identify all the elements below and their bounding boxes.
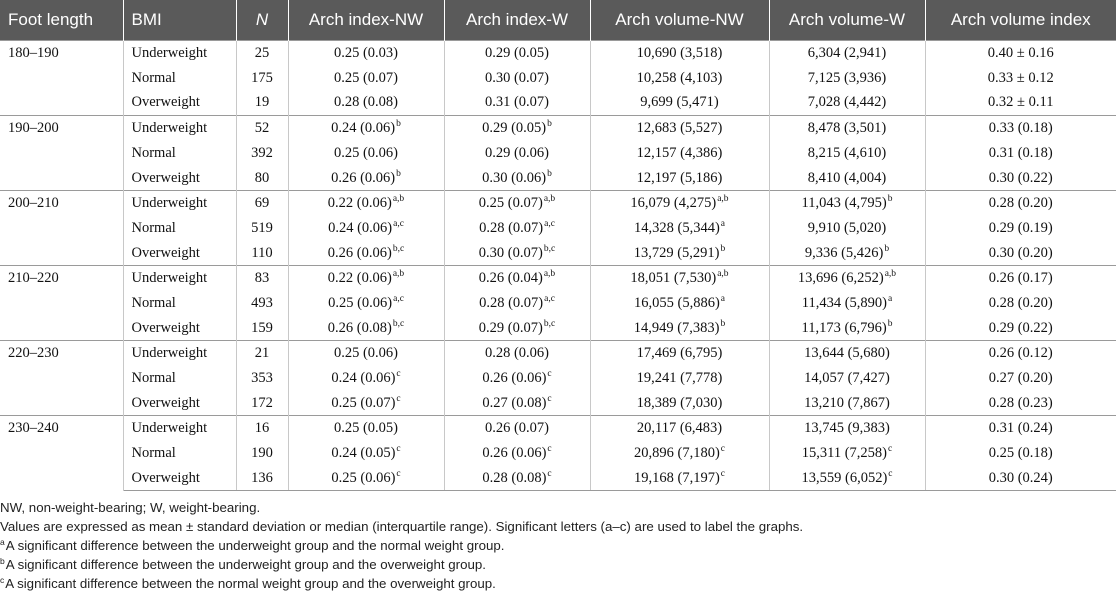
table-row xyxy=(0,341,1116,366)
arch-volume-w-cell xyxy=(769,66,925,91)
arch-volume-nw-cell xyxy=(590,116,769,141)
arch-index-w-cell xyxy=(444,466,590,491)
significance-marker: b,c xyxy=(543,318,556,329)
cell-value: 9,699 (5,471) xyxy=(640,94,719,111)
cell-value: 14,057 (7,427) xyxy=(804,370,890,387)
n-cell: 392 xyxy=(236,141,288,166)
bmi-cell: Normal xyxy=(123,366,236,391)
n-cell: 353 xyxy=(236,366,288,391)
cell-value: 0.29 (0.06) xyxy=(484,144,550,161)
significance-marker: b xyxy=(887,194,893,205)
cell-value: 0.26 (0.04) xyxy=(478,270,543,287)
cell-value: 0.28 (0.08) xyxy=(333,94,399,111)
header-label: N xyxy=(255,10,269,29)
header-label: Arch index-W xyxy=(465,10,569,29)
cell-value: 13,696 (6,252) xyxy=(797,270,884,287)
cell-value: 13,745 (9,383) xyxy=(804,420,890,437)
bmi-cell: Normal xyxy=(123,141,236,166)
cell-value: 0.24 (0.06) xyxy=(331,120,396,137)
cell-value: 6,304 (2,941) xyxy=(807,45,887,62)
header-arch-volume-nw xyxy=(590,0,769,41)
arch-volume-index-cell: 0.25 (0.18) xyxy=(988,445,1053,462)
arch-volume-nw-cell xyxy=(590,141,769,166)
table-row xyxy=(0,441,1116,466)
foot-length-cell: 180–190 xyxy=(0,41,123,116)
cell-value: 12,157 (4,386) xyxy=(636,144,723,161)
cell-value: 18,051 (7,530) xyxy=(630,270,717,287)
significance-marker: c xyxy=(547,444,552,455)
n-cell: 52 xyxy=(236,116,288,141)
footnote-text: A significant difference between the normal weight group and the overweight group. xyxy=(5,576,496,591)
significance-marker: a xyxy=(720,294,725,305)
table-row xyxy=(0,116,1116,141)
table-row xyxy=(0,291,1116,316)
cell-value: 0.29 (0.07) xyxy=(478,319,543,336)
significance-marker: b,c xyxy=(543,243,556,254)
significance-marker: b xyxy=(720,318,726,329)
table-row xyxy=(0,216,1116,241)
bmi-cell: Overweight xyxy=(123,391,236,416)
bmi-cell: Underweight xyxy=(123,191,236,216)
footnote-text: NW, non-weight-bearing; W, weight-bearing. xyxy=(0,500,261,515)
cell-value: 9,336 (5,426) xyxy=(804,244,884,261)
cell-value: 0.31 (0.07) xyxy=(484,94,550,111)
significance-marker: a,b xyxy=(392,194,405,205)
significance-marker: b xyxy=(887,318,893,329)
cell-value: 20,117 (6,483) xyxy=(636,420,723,437)
bmi-cell: Underweight xyxy=(123,41,236,66)
cell-value: 0.26 (0.06) xyxy=(482,370,547,387)
arch-index-w-cell xyxy=(444,141,590,166)
arch-volume-nw-cell xyxy=(590,41,769,66)
cell-value: 0.30 (0.07) xyxy=(478,244,543,261)
cell-value: 0.25 (0.07) xyxy=(331,394,396,411)
header-foot-length xyxy=(0,0,123,41)
arch-volume-w-cell xyxy=(769,116,925,141)
cell-value: 0.25 (0.05) xyxy=(333,420,399,437)
arch-index-nw-cell xyxy=(288,41,444,66)
arch-volume-w-cell xyxy=(769,291,925,316)
bmi-cell: Overweight xyxy=(123,165,236,190)
arch-volume-nw-cell xyxy=(590,316,769,341)
arch-volume-w-cell xyxy=(769,191,925,216)
significance-marker: c xyxy=(396,444,401,455)
arch-index-w-cell xyxy=(444,41,590,66)
arch-volume-index-cell: 0.26 (0.12) xyxy=(925,341,1116,366)
footnote-text: A significant difference between the underweight group and the overweight group. xyxy=(5,557,486,572)
bmi-cell: Overweight xyxy=(123,241,236,266)
header-label: Arch volume-NW xyxy=(615,10,744,29)
cell-value: 0.27 (0.08) xyxy=(482,394,547,411)
arch-index-w-cell xyxy=(444,241,590,266)
table-row xyxy=(0,416,1116,441)
arch-volume-index-cell: 0.30 (0.22) xyxy=(988,169,1053,186)
arch-volume-index-cell: 0.30 (0.24) xyxy=(925,466,1116,491)
arch-index-nw-cell xyxy=(288,241,444,266)
significance-marker: c xyxy=(720,444,725,455)
table-header xyxy=(0,0,1116,41)
significance-marker: a,c xyxy=(544,219,555,230)
significance-marker: a,b xyxy=(717,194,729,205)
cell-value: 0.26 (0.06) xyxy=(327,244,392,261)
n-cell: 25 xyxy=(236,41,288,66)
cell-value: 13,559 (6,052) xyxy=(801,469,888,486)
header-arch-volume-w xyxy=(769,0,925,41)
footnote xyxy=(0,517,803,536)
arch-index-nw-cell xyxy=(288,291,444,316)
n-cell: 110 xyxy=(236,241,288,266)
significance-marker: c xyxy=(547,393,552,404)
table-row xyxy=(0,366,1116,391)
n-cell: 172 xyxy=(236,391,288,416)
cell-value: 0.24 (0.06) xyxy=(331,370,396,387)
significance-marker: b xyxy=(547,168,552,179)
cell-value: 7,125 (3,936) xyxy=(807,69,887,86)
cell-value: 0.28 (0.07) xyxy=(479,294,544,311)
arch-volume-w-cell xyxy=(769,241,925,266)
cell-value: 0.28 (0.07) xyxy=(479,219,544,236)
arch-volume-nw-cell xyxy=(590,341,769,366)
cell-value: 8,410 (4,004) xyxy=(807,169,887,186)
cell-value: 12,197 (5,186) xyxy=(636,169,723,186)
n-cell: 16 xyxy=(236,416,288,441)
header-bmi xyxy=(123,0,236,41)
table-row xyxy=(0,41,1116,66)
n-cell: 190 xyxy=(236,441,288,466)
arch-volume-w-cell xyxy=(769,266,925,291)
arch-index-w-cell xyxy=(444,191,590,216)
n-cell: 83 xyxy=(236,266,288,291)
cell-value: 14,949 (7,383) xyxy=(633,319,720,336)
arch-volume-w-cell xyxy=(769,165,925,190)
arch-volume-nw-cell xyxy=(590,216,769,241)
arch-volume-index-cell: 0.29 (0.22) xyxy=(988,319,1053,336)
n-cell: 493 xyxy=(236,291,288,316)
bmi-cell: Underweight xyxy=(123,416,236,441)
cell-value: 11,043 (4,795) xyxy=(801,195,887,212)
cell-value: 0.26 (0.06) xyxy=(482,445,547,462)
cell-value: 0.29 (0.05) xyxy=(484,45,550,62)
arch-index-nw-cell xyxy=(288,141,444,166)
foot-length-cell: 200–210 xyxy=(0,191,123,266)
arch-volume-w-cell xyxy=(769,41,925,66)
arch-volume-w-cell xyxy=(769,216,925,241)
arch-volume-w-cell xyxy=(769,341,925,366)
footnote-marker: a xyxy=(0,536,5,547)
cell-value: 0.29 (0.05) xyxy=(482,120,547,137)
cell-value: 19,168 (7,197) xyxy=(633,469,720,486)
arch-volume-w-cell xyxy=(769,316,925,341)
arch-volume-index-cell: 0.28 (0.20) xyxy=(988,294,1053,311)
bmi-cell: Overweight xyxy=(123,316,236,341)
arch-volume-nw-cell xyxy=(590,241,769,266)
significance-marker: a,b xyxy=(392,269,405,280)
cell-value: 12,683 (5,527) xyxy=(636,120,723,137)
footnote-marker: b xyxy=(0,555,5,566)
footnote-text: Values are expressed as mean ± standard deviation or median (interquartile range). Significant letters (a–c) are used to label the graphs. xyxy=(0,519,804,534)
arch-volume-nw-cell xyxy=(590,266,769,291)
bmi-cell: Overweight xyxy=(123,90,236,115)
cell-value: 0.30 (0.06) xyxy=(482,169,547,186)
arch-volume-index-cell: 0.33 (0.18) xyxy=(925,116,1116,141)
arch-index-nw-cell xyxy=(288,116,444,141)
cell-value: 0.25 (0.06) xyxy=(328,294,393,311)
significance-marker: c xyxy=(396,369,401,380)
significance-marker: a,c xyxy=(393,294,404,305)
cell-value: 10,258 (4,103) xyxy=(636,69,723,86)
arch-index-nw-cell xyxy=(288,66,444,91)
cell-value: 13,644 (5,680) xyxy=(804,345,890,362)
cell-value: 13,729 (5,291) xyxy=(633,244,720,261)
cell-value: 11,434 (5,890) xyxy=(801,294,888,311)
cell-value: 0.30 (0.07) xyxy=(484,69,550,86)
header-arch-volume-index xyxy=(925,0,1116,41)
significance-marker: b xyxy=(547,119,552,130)
cell-value: 15,311 (7,258) xyxy=(801,445,888,462)
arch-volume-index-cell: 0.31 (0.18) xyxy=(988,144,1053,161)
bmi-cell: Underweight xyxy=(123,341,236,366)
cell-value: 0.25 (0.03) xyxy=(333,45,399,62)
significance-marker: b xyxy=(396,119,401,130)
arch-index-nw-cell xyxy=(288,191,444,216)
significance-marker: a,c xyxy=(393,219,404,230)
footnote xyxy=(0,555,803,574)
arch-volume-nw-cell xyxy=(590,391,769,416)
n-cell: 80 xyxy=(236,165,288,190)
arch-index-nw-cell xyxy=(288,216,444,241)
cell-value: 14,328 (5,344) xyxy=(633,219,720,236)
arch-volume-index-cell: 0.29 (0.19) xyxy=(988,219,1053,236)
arch-volume-index-cell: 0.32 ± 0.11 xyxy=(988,94,1054,111)
cell-value: 0.25 (0.07) xyxy=(478,195,543,212)
significance-marker: c xyxy=(547,468,552,479)
cell-value: 0.22 (0.06) xyxy=(327,195,392,212)
arch-volume-index-cell: 0.40 ± 0.16 xyxy=(925,41,1116,66)
arch-volume-w-cell xyxy=(769,416,925,441)
header-arch-index-nw xyxy=(288,0,444,41)
foot-length-cell: 230–240 xyxy=(0,416,123,491)
bmi-cell: Underweight xyxy=(123,266,236,291)
table-row xyxy=(0,391,1116,416)
bmi-cell: Underweight xyxy=(123,116,236,141)
arch-volume-nw-cell xyxy=(590,416,769,441)
cell-value: 0.28 (0.06) xyxy=(484,345,550,362)
arch-index-w-cell xyxy=(444,90,590,115)
significance-marker: c xyxy=(888,444,893,455)
cell-value: 13,210 (7,867) xyxy=(804,394,890,411)
cell-value: 0.25 (0.06) xyxy=(331,469,396,486)
significance-marker: a,b xyxy=(884,269,897,280)
arch-volume-w-cell xyxy=(769,141,925,166)
arch-index-nw-cell xyxy=(288,441,444,466)
significance-marker: b xyxy=(884,243,890,254)
footnote xyxy=(0,498,803,517)
arch-index-w-cell xyxy=(444,416,590,441)
significance-marker: b,c xyxy=(392,243,405,254)
arch-index-nw-cell xyxy=(288,316,444,341)
arch-volume-index-cell: 0.33 ± 0.12 xyxy=(987,69,1054,86)
arch-volume-index-cell: 0.28 (0.20) xyxy=(925,191,1116,216)
header-label: Foot length xyxy=(8,10,94,29)
arch-volume-index-cell: 0.30 (0.20) xyxy=(988,244,1053,261)
arch-volume-nw-cell xyxy=(590,191,769,216)
arch-volume-index-cell: 0.28 (0.23) xyxy=(988,394,1053,411)
arch-volume-w-cell xyxy=(769,366,925,391)
cell-value: 9,910 (5,020) xyxy=(807,219,887,236)
arch-index-nw-cell xyxy=(288,341,444,366)
cell-value: 0.24 (0.05) xyxy=(331,445,396,462)
foot-length-cell: 190–200 xyxy=(0,116,123,191)
table-row xyxy=(0,466,1116,491)
n-cell: 19 xyxy=(236,90,288,115)
cell-value: 0.24 (0.06) xyxy=(328,219,393,236)
table-row xyxy=(0,90,1116,115)
arch-index-w-cell xyxy=(444,441,590,466)
cell-value: 0.25 (0.06) xyxy=(333,345,399,362)
arch-volume-index-cell: 0.27 (0.20) xyxy=(988,370,1053,387)
arch-index-nw-cell xyxy=(288,165,444,190)
n-cell: 159 xyxy=(236,316,288,341)
significance-marker: c xyxy=(720,468,725,479)
significance-marker: a,c xyxy=(544,294,555,305)
foot-length-cell: 220–230 xyxy=(0,341,123,416)
arch-index-nw-cell xyxy=(288,266,444,291)
cell-value: 8,215 (4,610) xyxy=(807,144,887,161)
arch-volume-w-cell xyxy=(769,466,925,491)
n-cell: 519 xyxy=(236,216,288,241)
n-cell: 21 xyxy=(236,341,288,366)
arch-index-w-cell xyxy=(444,116,590,141)
cell-value: 11,173 (6,796) xyxy=(801,319,887,336)
arch-volume-w-cell xyxy=(769,441,925,466)
bmi-cell: Normal xyxy=(123,216,236,241)
cell-value: 0.25 (0.06) xyxy=(333,144,399,161)
cell-value: 0.22 (0.06) xyxy=(327,270,392,287)
cell-value: 0.26 (0.06) xyxy=(331,169,396,186)
table-row xyxy=(0,165,1116,190)
cell-value: 16,055 (5,886) xyxy=(633,294,720,311)
cell-value: 19,241 (7,778) xyxy=(636,370,723,387)
arch-index-nw-cell xyxy=(288,90,444,115)
significance-marker: a,b xyxy=(717,269,729,280)
arch-volume-nw-cell xyxy=(590,66,769,91)
table-row xyxy=(0,66,1116,91)
arch-index-nw-cell xyxy=(288,366,444,391)
arch-volume-nw-cell xyxy=(590,291,769,316)
significance-marker: b xyxy=(396,168,401,179)
arch-volume-nw-cell xyxy=(590,441,769,466)
cell-value: 7,028 (4,442) xyxy=(807,94,887,111)
header-label: Arch volume-W xyxy=(788,10,906,29)
arch-volume-nw-cell xyxy=(590,366,769,391)
header-label: BMI xyxy=(131,10,162,29)
cell-value: 0.25 (0.07) xyxy=(333,69,399,86)
significance-marker: c xyxy=(396,468,401,479)
footnote xyxy=(0,574,803,593)
header-arch-index-w xyxy=(444,0,590,41)
table-footnotes xyxy=(0,498,803,593)
n-cell: 175 xyxy=(236,66,288,91)
arch-index-nw-cell xyxy=(288,391,444,416)
arch-volume-w-cell xyxy=(769,90,925,115)
bmi-cell: Normal xyxy=(123,66,236,91)
significance-marker: c xyxy=(547,369,552,380)
arch-index-w-cell xyxy=(444,216,590,241)
table-row xyxy=(0,191,1116,216)
header-row xyxy=(0,0,1116,41)
significance-marker: a,b xyxy=(543,194,556,205)
footnote-text: A significant difference between the underweight group and the normal weight group. xyxy=(5,538,505,553)
bmi-cell: Normal xyxy=(123,291,236,316)
significance-marker: a xyxy=(888,294,893,305)
arch-volume-index-cell: 0.26 (0.17) xyxy=(925,266,1116,291)
header-label: Arch volume index xyxy=(950,10,1091,29)
arch-index-w-cell xyxy=(444,341,590,366)
cell-value: 0.28 (0.08) xyxy=(482,469,547,486)
arch-index-w-cell xyxy=(444,316,590,341)
table-row xyxy=(0,316,1116,341)
significance-marker: a xyxy=(720,219,725,230)
header-n xyxy=(236,0,288,41)
n-cell: 69 xyxy=(236,191,288,216)
footnote xyxy=(0,536,803,555)
cell-value: 10,690 (3,518) xyxy=(636,45,723,62)
arch-volume-nw-cell xyxy=(590,466,769,491)
header-label: Arch index-NW xyxy=(308,10,424,29)
cell-value: 8,478 (3,501) xyxy=(807,120,887,137)
arch-index-nw-cell xyxy=(288,416,444,441)
significance-marker: b,c xyxy=(392,318,405,329)
arch-index-w-cell xyxy=(444,165,590,190)
significance-marker: c xyxy=(888,468,893,479)
cell-value: 0.26 (0.08) xyxy=(327,319,392,336)
table-row xyxy=(0,241,1116,266)
table-row xyxy=(0,141,1116,166)
cell-value: 20,896 (7,180) xyxy=(633,445,720,462)
arch-index-w-cell xyxy=(444,366,590,391)
arch-index-w-cell xyxy=(444,391,590,416)
n-cell: 136 xyxy=(236,466,288,491)
arch-volume-w-cell xyxy=(769,391,925,416)
arch-index-w-cell xyxy=(444,66,590,91)
cell-value: 16,079 (4,275) xyxy=(630,195,717,212)
table-row xyxy=(0,266,1116,291)
arch-volume-nw-cell xyxy=(590,165,769,190)
cell-value: 18,389 (7,030) xyxy=(636,394,723,411)
arch-index-nw-cell xyxy=(288,466,444,491)
bmi-cell: Overweight xyxy=(123,466,236,491)
significance-marker: c xyxy=(396,393,401,404)
table-body xyxy=(0,41,1116,491)
foot-length-cell: 210–220 xyxy=(0,266,123,341)
bmi-cell: Normal xyxy=(123,441,236,466)
significance-marker: b xyxy=(720,243,726,254)
cell-value: 17,469 (6,795) xyxy=(636,345,723,362)
arch-index-w-cell xyxy=(444,291,590,316)
cell-value: 0.26 (0.07) xyxy=(484,420,550,437)
arch-index-w-cell xyxy=(444,266,590,291)
footnote-marker: c xyxy=(0,574,5,585)
significance-marker: a,b xyxy=(543,269,556,280)
arch-volume-index-cell: 0.31 (0.24) xyxy=(925,416,1116,441)
arch-volume-nw-cell xyxy=(590,90,769,115)
